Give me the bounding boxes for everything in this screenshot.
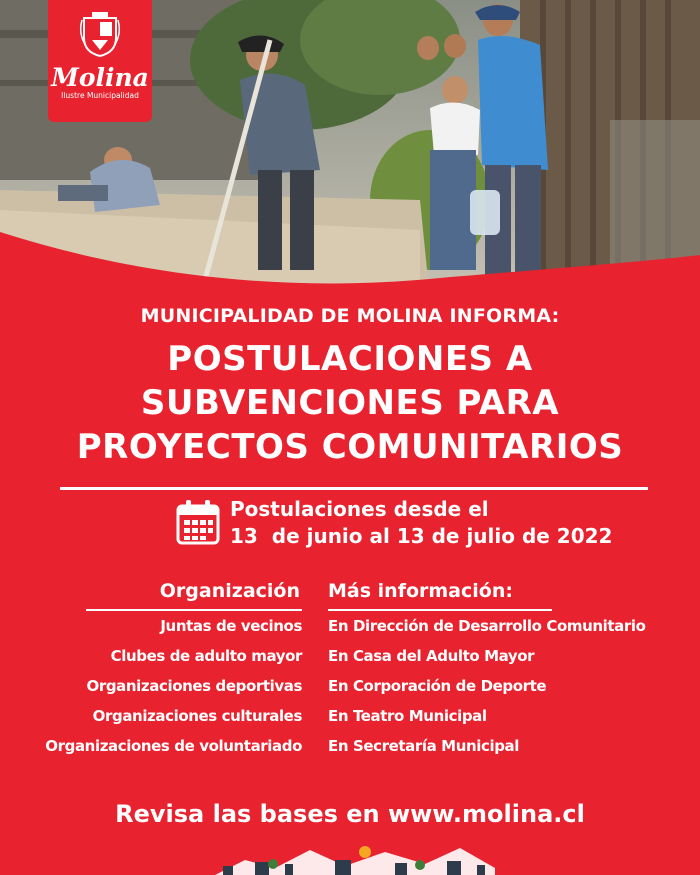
column-header-organizacion: Organización — [159, 580, 300, 602]
org-info: En Corporación de Deporte — [328, 677, 547, 695]
org-name: Organizaciones deportivas — [86, 677, 302, 695]
column-divider-left — [86, 609, 302, 611]
headline-line-2: SUBVENCIONES PARA — [140, 383, 560, 423]
organizations-table — [0, 617, 700, 767]
org-name: Organizaciones culturales — [92, 707, 302, 725]
main-headline — [0, 337, 700, 469]
dates-line-2: 13 de junio al 13 de julio de 2022 — [230, 524, 613, 548]
column-divider-right — [328, 609, 552, 611]
org-name: Organizaciones de voluntariado — [45, 737, 302, 755]
calendar-icon — [176, 499, 220, 545]
org-info: En Secretaría Municipal — [328, 737, 520, 755]
dates-line-1: Postulaciones desde el — [230, 497, 489, 521]
column-header-mas-informacion: Más información: — [328, 580, 513, 602]
org-info: En Dirección de Desarrollo Comunitario — [328, 617, 646, 635]
table-row — [0, 617, 700, 647]
divider — [60, 487, 648, 490]
logo-brand: Molina — [51, 63, 149, 92]
org-info: En Casa del Adulto Mayor — [328, 647, 535, 665]
molina-logo — [48, 0, 152, 122]
logo-subtitle: Ilustre Municipalidad — [61, 91, 139, 100]
headline-line-3: PROYECTOS COMUNITARIOS — [76, 427, 624, 467]
informa-heading: MUNICIPALIDAD DE MOLINA INFORMA: — [140, 305, 560, 327]
org-name: Juntas de vecinos — [160, 617, 302, 635]
website-call-to-action: Revisa las bases en www.molina.cl — [115, 800, 585, 828]
org-info: En Teatro Municipal — [328, 707, 487, 725]
city-skyline-illustration — [215, 838, 495, 875]
application-dates — [230, 496, 612, 550]
municipal-seal-icon — [78, 10, 122, 58]
table-row — [0, 677, 700, 707]
table-row — [0, 647, 700, 677]
table-row — [0, 707, 700, 737]
headline-line-1: POSTULACIONES A — [167, 339, 533, 379]
table-row — [0, 737, 700, 767]
org-name: Clubes de adulto mayor — [110, 647, 302, 665]
